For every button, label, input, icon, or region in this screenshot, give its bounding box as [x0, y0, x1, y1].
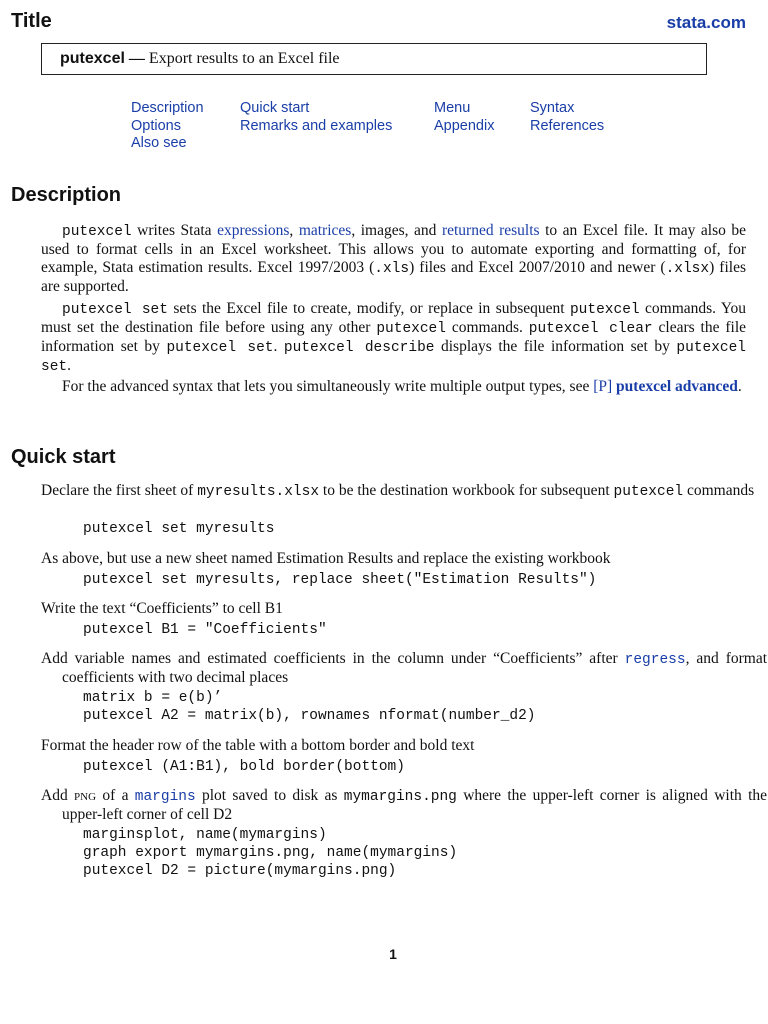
toc-column-2 — [240, 100, 392, 135]
code-block-1: putexcel set myresults — [83, 521, 275, 537]
inline-code: putexcel set — [166, 340, 274, 356]
command-name: putexcel — [60, 50, 125, 67]
text: of a — [96, 787, 135, 804]
quick-start-item-4 — [41, 650, 767, 687]
toc-link-syntax[interactable]: Syntax — [530, 100, 575, 116]
inline-code: putexcel — [62, 224, 132, 240]
link-margins[interactable]: margins — [134, 789, 196, 805]
inline-code: putexcel describe — [283, 340, 435, 356]
text: clears the file information set by — [41, 319, 747, 355]
text: . — [737, 378, 742, 395]
link-expressions[interactable]: expressions — [217, 222, 290, 239]
text: plot saved to disk as — [195, 787, 344, 804]
inline-code: putexcel — [376, 321, 446, 337]
text: to be the destination workbook for subsequent — [319, 482, 614, 499]
toc-column-4 — [530, 100, 604, 135]
toc-column-3 — [434, 100, 494, 135]
site-link[interactable]: stata.com — [666, 13, 746, 32]
text: , images, and — [351, 222, 442, 239]
link-putexcel-advanced[interactable]: putexcel advanced — [616, 378, 738, 395]
link-matrices[interactable]: matrices — [298, 222, 352, 239]
link-returned-results[interactable]: returned results — [441, 222, 540, 239]
description-paragraph-1 — [41, 222, 746, 296]
text: Add variable names and estimated coefficients in the column under “Coefficients” after — [41, 650, 625, 667]
page-header-title: Title — [11, 10, 52, 32]
text: ) files are supported. — [41, 259, 746, 295]
toc-link-references[interactable]: References — [530, 117, 605, 134]
inline-code: putexcel clear — [528, 321, 653, 337]
toc-link-appendix[interactable]: Appendix — [434, 117, 495, 134]
inline-code: putexcel set — [62, 302, 168, 318]
inline-code: .xls — [374, 261, 410, 277]
toc-link-menu[interactable]: Menu — [434, 100, 471, 116]
text: to an Excel file. It may also be used to format cells in an Excel worksheet. This allows you to automate exporting and formatting of, for example, Stata estimation results. Excel 1997/2003 ( — [41, 222, 747, 276]
toc-link-description[interactable]: Description — [131, 100, 204, 116]
code-block-4: matrix b = e(b)’ putexcel A2 = matrix(b), rownames nformat(number_d2) — [83, 690, 536, 724]
link-regress[interactable]: regress — [624, 652, 686, 668]
toc-column-1 — [131, 100, 204, 153]
text: For the advanced syntax that lets you simultaneously write multiple output types, see — [62, 378, 594, 395]
text: sets the Excel file to create, modify, or replace in subsequent — [167, 300, 570, 317]
inline-code: mymargins.png — [343, 789, 457, 805]
quick-start-heading: Quick start — [11, 446, 116, 468]
inline-code: putexcel — [613, 484, 684, 500]
inline-code: myresults.xlsx — [197, 484, 320, 500]
title-dash: — — [128, 50, 145, 67]
toc-link-also-see[interactable]: Also see — [131, 135, 187, 151]
title-box — [41, 43, 707, 75]
inline-code: putexcel — [569, 302, 640, 318]
text: , — [289, 222, 299, 239]
code-block-5: putexcel (A1:B1), bold border(bottom) — [83, 759, 405, 775]
quick-start-item-2 — [41, 550, 767, 568]
description-paragraph-3 — [41, 378, 746, 396]
description-heading: Description — [11, 184, 122, 206]
code-block-6: marginsplot, name(mymargins) graph export mymargins.png, name(mymargins) putexcel D2 = picture(mymargins.png) — [83, 827, 458, 879]
quick-start-item-1 — [41, 482, 767, 501]
toc-link-options[interactable]: Options — [131, 117, 181, 134]
text: where the upper-left corner is aligned with the upper-left corner of cell D2 — [62, 787, 768, 823]
description-paragraph-2 — [41, 300, 746, 376]
text: writes Stata — [131, 222, 218, 239]
text: commands — [683, 482, 755, 499]
text: displays the file information set by — [434, 338, 677, 355]
inline-code: .xlsx — [665, 261, 710, 277]
link-manual-p[interactable]: [P] — [593, 378, 613, 395]
text: ) files and Excel 2007/2010 and newer ( — [409, 259, 666, 276]
text: commands. — [445, 319, 529, 336]
page-number: 1 — [389, 946, 397, 962]
text: Write the text “Coefficients” to cell B1 — [41, 600, 283, 617]
text: , and format coefficients with two decimal places — [62, 650, 768, 686]
text: commands. You must set the destination file before using any other — [41, 300, 746, 336]
text: png — [74, 787, 97, 804]
text: Format the header row of the table with a bottom border and bold text — [41, 737, 475, 754]
code-block-2: putexcel set myresults, replace sheet("Estimation Results") — [83, 572, 597, 588]
inline-code: putexcel set — [41, 340, 747, 375]
code-block-3: putexcel B1 = "Coefficients" — [83, 622, 327, 638]
toc-link-remarks-and-examples[interactable]: Remarks and examples — [240, 117, 393, 134]
text: Add — [41, 787, 75, 804]
text: As above, but use a new sheet named Estimation Results and replace the existing workbook — [41, 550, 611, 567]
text: Declare the first sheet of — [41, 482, 198, 499]
quick-start-item-6 — [41, 787, 767, 824]
text: . — [67, 357, 71, 374]
quick-start-item-5 — [41, 737, 767, 755]
command-description: Export results to an Excel file — [148, 50, 340, 67]
text: . — [273, 338, 284, 355]
toc-link-quick-start[interactable]: Quick start — [240, 100, 310, 116]
quick-start-item-3 — [41, 600, 767, 618]
